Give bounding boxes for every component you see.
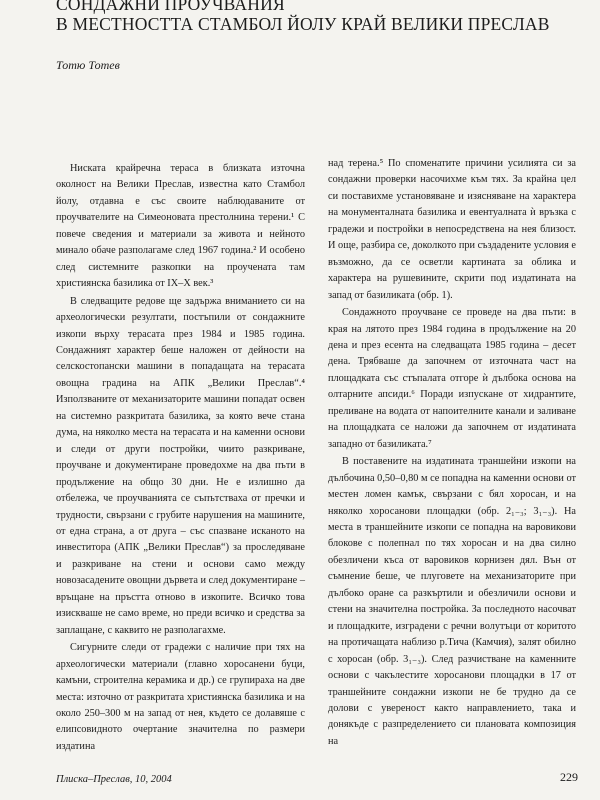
paragraph: над терена.⁵ По споменатите причини усилията си за сондажни проверки насочихме към тях. За крайна цел си поставихме установяване и изясняване на характера на монументалната базилика и евентуалната ѝ връзка с градежи и постройки в непосредствена на нея близост. И още, разбира се, доколкото при създадените условия е възможно, да се осветли картината за облика и характера на рушевините, скрити под издатината на запад от базиликата (обр. 1). xyxy=(328,158,576,301)
title-line-1: СОНДАЖНИ ПРОУЧВАНИЯ xyxy=(56,0,285,14)
left-text-column xyxy=(56,161,305,755)
title-line-2: В МЕСТНОСТТА СТАМБОЛ ЙОЛУ КРАЙ ВЕЛИКИ ПРЕСЛАВ xyxy=(56,14,550,34)
author-name: Тотю Тотев xyxy=(56,58,120,72)
paragraph: В поставените на издатината траншейни изкопи на дълбочина 0,50–0,80 м се попадна на каменни основи от местен ломен камък, свързани с бял хоросан, и на няколко хоросанови площадки (обр. 2₁₋₃; 3₁₋₃). На места в траншейните изкопи се попадна на варовикови блокове с полепнал по тях хоросан и на два силно обезличени къса от варовиков корнизен дял. Вън от съмнение беше, че плуговете на механизаторите при дълбоко оране са разкъртили и обезличили основи и стени на значителна постройка. За последното насочват и площадките, изградени с речни волутъци от коритото на протичащата наблизо р.Тича (Камчия), залят обилно с хоросан (обр. 3₁₋₃). След разчистване на каменните основи с чакълестите хоросанови площадки в 17 от траншейните сондажни изкопи не бе трудно да се долови с увереност както направлението, така и донякъде с разпределението си плановата композиция на xyxy=(328,456,576,747)
paragraph: Сигурните следи от градежи с наличие при тях на археологически материали (главно хоросанени буци, камъни, строителна керамика и др.) се групираха на две места: източно от разкритата християнска базилика и на около 250–300 м на запад от нея, където се долавяше с елипсовидното очертание значителна по размери издатина xyxy=(56,642,305,752)
paragraph: Ниската крайречна тераса в близката източна околност на Велики Преслав, известна като Стамбол йолу, отдавна е със своите наблюдаваните от проучвателите на Симеоновата престолнина терени.¹ С повече сведения и материали за живота и нейното минало обаче разполагаме след 1967 година.² И особено след системните разкопки на проучената там християнска базилика от IX–X век.³ xyxy=(56,163,305,290)
paragraph: Сондажното проучване се проведе на два пъти: в края на лятото през 1984 година в продължение на 20 дена и през есента на следващата 1985 година – десет дена. Трябваше да започнем от източната част на площадката със стъпалата отгоре ѝ дълбока основа на олтарните апсиди.⁶ Поради изпускане от хидрантите, преливане на водата от напоителните канали и заливане на площадката се наложи да започнем от издатината западно от базиликата.⁷ xyxy=(328,307,576,450)
page-number: 229 xyxy=(560,770,578,784)
article-title xyxy=(56,0,576,34)
journal-reference: Плиска–Преслав, 10, 2004 xyxy=(56,774,172,785)
right-text-column xyxy=(328,156,576,750)
paragraph: В следващите редове ще задържа вниманието си на археологически резултати, постъпили от сондажните изкопи върху терасата през 1984 и 1985 година. Сондажният характер беше наложен от дейности на селскостопански машини в попадащата на терасата овощна градина на АПК „Велики Преслав“.⁴ Използваните от механизаторите машини попадат освен на системно разкритата базилика, за която вече стана дума, на няколко места на терасата и на каменни основи и следи от други постройки, чиито разкриване, проучване и документиране проведохме на два пъти в продължение на общо 30 дни. Не е излишно да отбележа, че проучванията се съпътстваха от пречки и трудности, свързани с грубите нарушения на машините, от една страна, а от друга – със спазване исканото на инвеститора (АПК „Велики Преслав“) за проследяване и разкриване на стени и основи само между новозасадените овощни дървета и след документиране – връщане на пръстта отново в изкопите. Всичко това изискваше не само време, но преди всичко и средства за заплащане, с каквито не разполагахме. xyxy=(56,295,305,636)
